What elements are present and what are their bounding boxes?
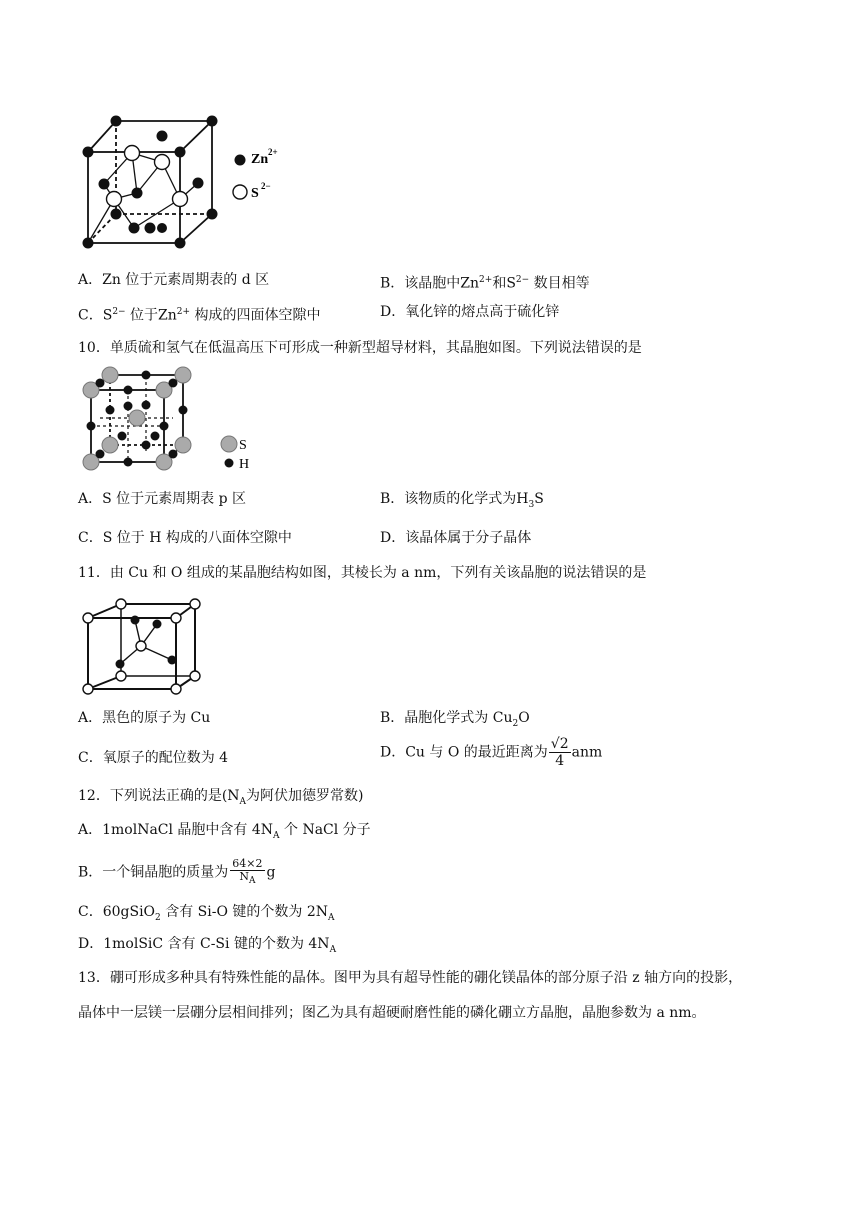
h-legend-dot <box>225 459 234 468</box>
svg-text:2−: 2− <box>261 181 271 191</box>
q12-option-c: C．60gSiO$_2$ 含有 Si-O 键的个数为 $2N_A$ <box>78 904 335 923</box>
q9-option-b: B．该晶胞中$Zn^{2+}$和$S^{2-}$ 数目相等 <box>380 275 590 292</box>
q11-option-d: D．Cu 与 O 的最近距离为 $\frac{√2}{4}anm$ <box>380 736 603 769</box>
s-legend-label: S <box>251 186 259 201</box>
s-legend-dot <box>221 436 237 452</box>
q11-option-b: B．晶胞化学式为 $Cu_2O$ <box>380 710 530 729</box>
h-legend-label: H <box>239 457 250 472</box>
q10-stem: 10．单质硫和氢气在低温高压下可形成一种新型超导材料，其晶胞如图。下列说法错误的是 <box>78 340 642 356</box>
zn-legend-label: Zn <box>251 152 269 167</box>
svg-text:2+: 2+ <box>268 147 278 157</box>
zn-legend-dot <box>235 155 246 166</box>
q13-stem-line2: 晶体中一层镁一层硼分层相间排列；图乙为具有超硬耐磨性能的磷化硼立方晶胞，晶胞参数为 a nm。 <box>78 1005 706 1021</box>
q12-option-b: B．一个铜晶胞的质量为 $\frac{64\times 2}{N_A}$ g <box>78 857 276 887</box>
q11-option-c: C．氧原子的配位数为 4 <box>78 750 229 766</box>
s-legend-label: S <box>239 438 247 453</box>
q10-option-d: D．该晶体属于分子晶体 <box>380 530 532 546</box>
q9-option-c: C．$S^{2-}$ 位于$Zn^{2+}$ 构成的四面体空隙中 <box>78 307 321 324</box>
cu2o-cell-figure <box>80 596 210 696</box>
q9-option-d: D．氧化锌的熔点高于硫化锌 <box>380 304 560 320</box>
q13-stem-line1: 13．硼可形成多种具有特殊性能的晶体。图甲为具有超导性能的硼化镁晶体的部分原子沿 z 轴方向的投影， <box>78 970 743 986</box>
zns-cell-figure <box>74 112 314 257</box>
q10-option-b: B．该物质的化学式为$H_3S$ <box>380 491 544 510</box>
q11-option-a: A．黑色的原子为 Cu <box>78 710 211 726</box>
q10-option-a: A．S 位于元素周期表 p 区 <box>78 491 247 507</box>
q10-option-c: C．S 位于 H 构成的八面体空隙中 <box>78 530 292 546</box>
q12-option-d: D．1molSiC 含有 C-Si 键的个数为 $4N_A$ <box>78 936 337 955</box>
q9-option-a: A．Zn 位于元素周期表的 d 区 <box>78 272 270 288</box>
q11-stem: 11．由 Cu 和 O 组成的某晶胞结构如图，其棱长为 a nm，下列有关该晶胞的说法错误的是 <box>78 565 647 581</box>
q12-option-a: A．1molNaCl 晶胞中含有 $4N_A$ 个 NaCl 分子 <box>78 822 371 841</box>
q12-stem: 12．下列说法正确的是($N_A$为阿伏加德罗常数) <box>78 788 364 807</box>
h3s-cell-figure <box>78 366 258 474</box>
s-legend-dot <box>233 185 247 199</box>
